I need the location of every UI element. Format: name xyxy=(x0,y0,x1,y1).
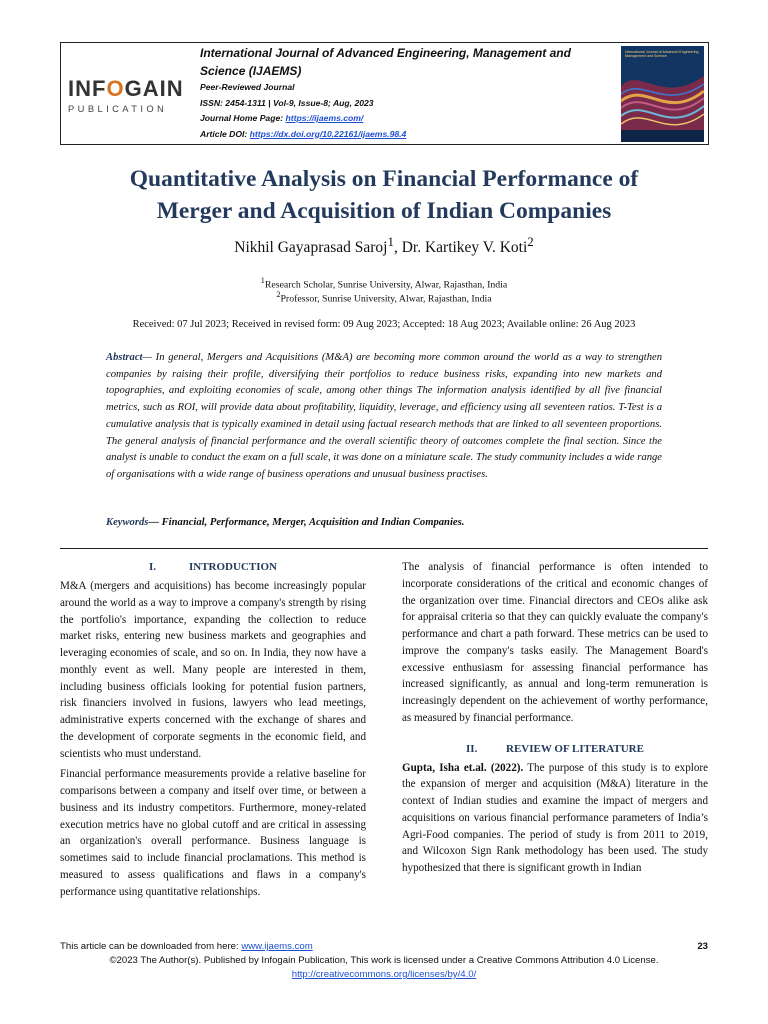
logo-wordmark: INFOGAIN xyxy=(68,76,184,101)
publication-dates: Received: 07 Jul 2023; Received in revised form: 09 Aug 2023; Accepted: 18 Aug 2023; Available online: 26 Aug 2023 xyxy=(132,319,636,330)
doi-link[interactable]: https://dx.doi.org/10.22161/ijaems.98.4 xyxy=(249,128,407,139)
journal-cover-image xyxy=(621,46,704,142)
issn-line: ISSN: 2454-1311 | Vol-9, Issue-8; Aug, 2023 xyxy=(200,97,374,108)
author-list: Nikhil Gayaprasad Saroj$^1$, Dr. Kartikey V. Koti$^2$ xyxy=(234,234,534,257)
section-heading-literature-review: II. REVIEW OF LITERATURE xyxy=(466,742,644,755)
journal-title-line2: Science (IJAEMS) xyxy=(200,64,302,78)
logo-accent-letter: O xyxy=(106,76,125,101)
download-label: This article can be downloaded from here: xyxy=(60,941,242,952)
body-paragraph: The analysis of financial performance is often intended to incorporate considerations of the critical and economic changes of the organization over time. Financial directors and CEOs alike ask for appraisal criteria so that they can quickly evaluate the company's performance and chart a path forward. These metrics can be used to improve the company's tasks easily. The Management Board's excessive enthusiasm for assessing financial performance has increased significantly, as annual and long-term remuneration is increasingly dependent on the achievement of worthy performance, as measured by financial performance. xyxy=(402,561,708,724)
body-paragraph: Gupta, Isha et.al. (2022). The purpose of this study is to explore the expansion of merger and acquisition (M&A) literature in the context of Indian studies and examine the impact of mergers and acquisitions on various financial performance parameters of India’s Agri-Food companies. The period of study is from 2011 to 2019, and Wilcoxon Sign Rank methodology has been used. The study hypothesized that there is significant growth in Indian xyxy=(402,761,708,874)
paper-title-line2: Merger and Acquisition of Indian Companies xyxy=(156,198,612,224)
affiliation-1: $^1$Research Scholar, Sunrise University, Alwar, Rajasthan, India xyxy=(260,276,508,291)
abstract-text: — In general, Mergers and Acquisitions (M&A) are becoming more common around the world as a way to strengthen companies by raising their profile, diversifying their portfolios to reduce business risks, expanding into new markets and topographies, and exploiting economies of scale, among other things The information analysis identified by all five financial metrics, such as ROI, will provide data about profitability, liquidity, leverage, and efficiency using all seventeen ratios. T-Test is a cumulative analysis that is typically examined in detail using factual research methods that are linked to all seventeen proportions. The general analysis of financial performance and the overall scientific theory of outcomes complete the final section. Since the analyst is unable to conduct the exam on a full scale, it was done on a miniature scale. The study community includes a wide range of organisations with a wide range of business operations and unusual business practises. xyxy=(106,352,662,480)
author-affiliation-marker: 1 xyxy=(387,234,394,249)
section-divider xyxy=(60,548,708,549)
download-link[interactable]: www.ijaems.com xyxy=(241,941,313,952)
peer-reviewed-label: Peer-Reviewed Journal xyxy=(200,82,295,92)
homepage-line: Journal Home Page: https://ijaems.com/ xyxy=(200,113,364,123)
right-column xyxy=(402,559,708,881)
section-heading-introduction: I. INTRODUCTION xyxy=(148,561,277,573)
citation: Gupta, Isha et.al. (2022). xyxy=(402,761,524,774)
license-text: ©2023 The Author(s). Published by Infogain Publication, This work is licensed under a Creative Commons Attribution 4.0 License. xyxy=(109,955,659,966)
author-name: Dr. Kartikey V. Koti xyxy=(401,239,528,257)
body-paragraph: M&A (mergers and acquisitions) has become increasingly popular around the world as a way to improve a company's strength by rising the portfolio's importance, expanding the collection to reduce market risks, entering new business markets and geographies and leveraging economies of scale, and so on. In India, they now have a monthly event as well. Many people are interested in them, including business officials looking for potential fusion partners, risk financiers involved in fusions, lawyers who lead meetings, administrative experts concerned with the exchange of shares and the development of corporate segments in the economic field, and scientists who must understand. xyxy=(60,580,366,760)
license-link[interactable]: http://creativecommons.org/licenses/by/4.0/ xyxy=(291,969,477,980)
publisher-logo xyxy=(68,78,186,114)
left-column xyxy=(60,559,366,904)
journal-info xyxy=(200,44,610,142)
keywords-text: — Financial, Performance, Merger, Acquisition and Indian Companies. xyxy=(148,517,465,528)
cover-title-text: International Journal of Advanced Engineering Management and Science xyxy=(625,50,699,59)
author-name: Nikhil Gayaprasad Saroj xyxy=(234,239,388,257)
page-footer xyxy=(60,940,708,982)
paper-title xyxy=(40,163,728,227)
body-paragraph: Financial performance measurements provide a relative baseline for comparisons between a company and itself over time, or between a business and its industry competitors. Furthermore, money-related execution metrics have no global cutoff and are critical in assessing an organization's overall performance. Business language is sometimes said to include financial proclamations. This method is measured to assess qualifications and flaws in a company's performance using quantitative relationships. xyxy=(60,768,366,898)
page-number: 23 xyxy=(697,941,708,952)
logo-subtitle: PUBLICATION xyxy=(68,103,168,114)
homepage-link[interactable]: https://ijaems.com/ xyxy=(285,113,364,123)
abstract xyxy=(106,350,662,484)
paper-title-line1: Quantitative Analysis on Financial Performance of xyxy=(129,166,639,192)
journal-title-line1: International Journal of Advanced Engineering, Management and xyxy=(200,46,571,60)
doi-line: Article DOI: https://dx.doi.org/10.22161/ijaems.98.4 xyxy=(200,128,407,139)
author-affiliation-marker: 2 xyxy=(527,234,534,249)
abstract-label: Abstract xyxy=(106,352,143,363)
cover-artwork xyxy=(621,46,704,142)
keywords-label: Keywords xyxy=(106,517,149,528)
keywords xyxy=(106,515,662,531)
affiliation-2: $^2$Professor, Sunrise University, Alwar, Rajasthan, India xyxy=(276,290,492,305)
